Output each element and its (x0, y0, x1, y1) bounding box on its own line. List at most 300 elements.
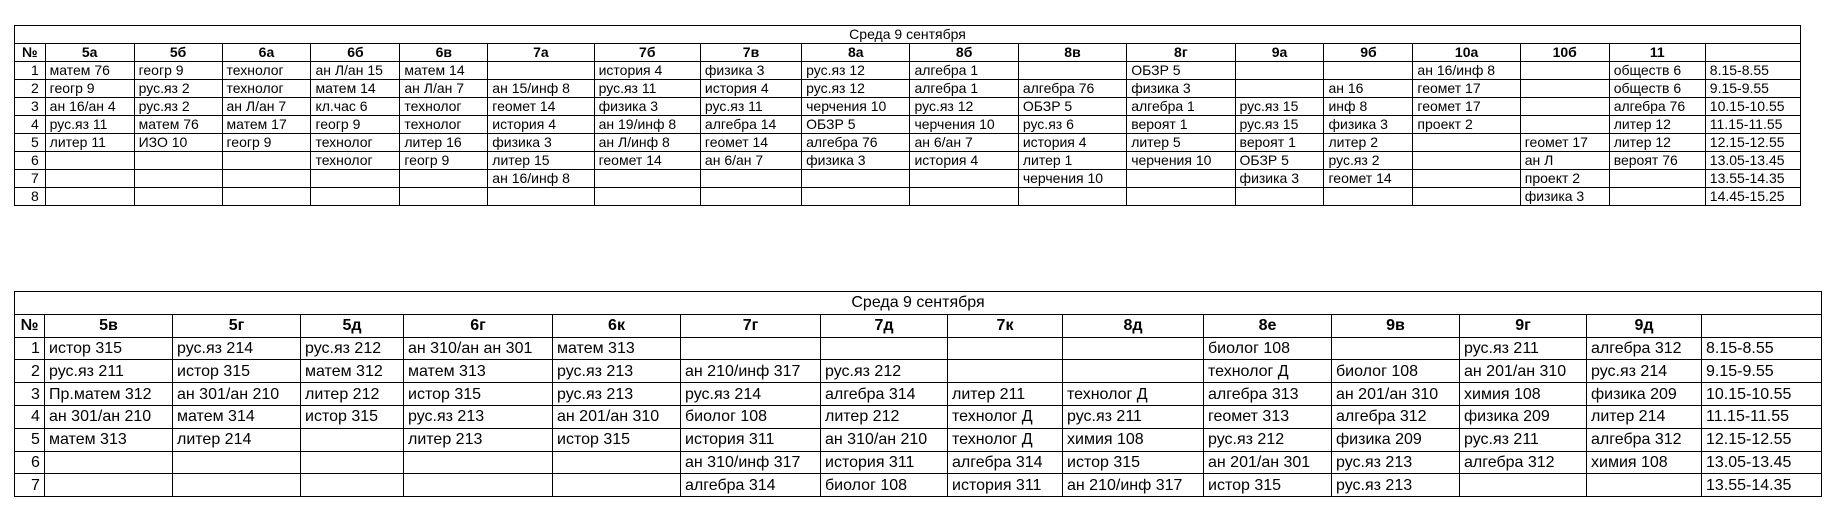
lesson-cell: рус.яз 12 (910, 98, 1018, 116)
class-header: 9а (1235, 44, 1324, 62)
lesson-cell: технолог Д (948, 405, 1063, 428)
lesson-cell: истор 315 (173, 360, 301, 383)
lesson-cell: алгебра 1 (910, 62, 1018, 80)
class-header: 8г (1127, 44, 1235, 62)
table-row (15, 80, 1801, 98)
lesson-number: 1 (15, 337, 45, 360)
lesson-cell: рус.яз 211 (1063, 405, 1204, 428)
lesson-cell (1609, 188, 1705, 206)
lesson-cell: алгебра 76 (1609, 98, 1705, 116)
lesson-number: 3 (15, 98, 46, 116)
lesson-cell: инф 8 (1324, 98, 1413, 116)
lesson-cell: биолог 108 (681, 405, 821, 428)
lesson-cell (1018, 62, 1126, 80)
lesson-cell: физика 3 (488, 134, 594, 152)
lesson-cell (1235, 62, 1324, 80)
lesson-cell (1413, 134, 1520, 152)
lesson-cell: геомет 313 (1204, 405, 1332, 428)
lesson-cell: литер 2 (1324, 134, 1413, 152)
lesson-cell: черчения 10 (1018, 170, 1126, 188)
lesson-number-header: № (15, 44, 46, 62)
lesson-time: 12.15-12.55 (1702, 428, 1822, 451)
lesson-cell: геомет 14 (488, 98, 594, 116)
lesson-cell: ан 19/инф 8 (594, 116, 700, 134)
lesson-cell: геогр 9 (400, 152, 488, 170)
lesson-cell: обществ 6 (1609, 80, 1705, 98)
lesson-cell (700, 188, 801, 206)
lesson-cell: ОБЗР 5 (1235, 152, 1324, 170)
title-row (15, 292, 1822, 315)
lesson-time: 11.15-11.55 (1702, 405, 1822, 428)
lesson-cell: физика 209 (1460, 405, 1587, 428)
lesson-cell (553, 451, 681, 474)
lesson-number: 4 (15, 116, 46, 134)
lesson-number: 7 (15, 170, 46, 188)
lesson-cell (222, 170, 311, 188)
lesson-cell: технолог (222, 80, 311, 98)
lesson-cell (700, 170, 801, 188)
lesson-cell: история 4 (488, 116, 594, 134)
class-header: 7в (700, 44, 801, 62)
lesson-time: 8.15-8.55 (1702, 337, 1822, 360)
lesson-cell (1127, 188, 1235, 206)
table-title: Среда 9 сентября (15, 26, 1801, 44)
lesson-cell: биолог 108 (821, 474, 948, 497)
lesson-cell: алгебра 14 (700, 116, 801, 134)
lesson-cell: алгебра 314 (948, 451, 1063, 474)
lesson-time: 13.55-14.35 (1702, 474, 1822, 497)
lesson-cell (404, 474, 553, 497)
lesson-cell: рус.яз 11 (45, 116, 134, 134)
lesson-cell (173, 451, 301, 474)
lesson-cell: химия 108 (1587, 451, 1702, 474)
lesson-cell: ан Л (1520, 152, 1609, 170)
lesson-cell: геомет 14 (594, 152, 700, 170)
table-row (15, 152, 1801, 170)
lesson-cell (821, 337, 948, 360)
lesson-cell: матем 14 (400, 62, 488, 80)
class-header: 8в (1018, 44, 1126, 62)
lesson-cell (1332, 337, 1460, 360)
lesson-time: 10.15-10.55 (1702, 383, 1822, 406)
lesson-time: 10.15-10.55 (1705, 98, 1800, 116)
header-row (15, 314, 1822, 337)
lesson-cell (1609, 170, 1705, 188)
class-header: 6г (404, 314, 553, 337)
lesson-cell: история 4 (1018, 134, 1126, 152)
lesson-cell: история 4 (910, 152, 1018, 170)
lesson-cell: алгебра 76 (1018, 80, 1126, 98)
class-header: 7г (681, 314, 821, 337)
lesson-cell (1520, 98, 1609, 116)
lesson-cell (45, 474, 173, 497)
lesson-number: 1 (15, 62, 46, 80)
lesson-cell (1063, 360, 1204, 383)
lesson-cell: ан 210/инф 317 (681, 360, 821, 383)
lesson-cell: алгебра 1 (910, 80, 1018, 98)
table-row (15, 337, 1822, 360)
lesson-cell: ИЗО 10 (134, 134, 222, 152)
lesson-cell (1520, 62, 1609, 80)
lesson-number: 5 (15, 134, 46, 152)
lesson-time: 12.15-12.55 (1705, 134, 1800, 152)
lesson-cell: ан 301/ан 210 (173, 383, 301, 406)
class-header: 5г (173, 314, 301, 337)
lesson-cell: литер 12 (1609, 116, 1705, 134)
lesson-cell: ан 201/ан 310 (1460, 360, 1587, 383)
lesson-cell: технолог (311, 152, 400, 170)
lesson-cell: проект 2 (1413, 116, 1520, 134)
lesson-time: 9.15-9.55 (1702, 360, 1822, 383)
lesson-cell: ан 301/ан 210 (45, 405, 173, 428)
lesson-cell (1520, 80, 1609, 98)
lesson-time: 9.15-9.55 (1705, 80, 1800, 98)
lesson-cell (910, 170, 1018, 188)
lesson-cell: рус.яз 213 (1332, 474, 1460, 497)
class-header: 9в (1332, 314, 1460, 337)
class-header: 7а (488, 44, 594, 62)
lesson-cell: ан 210/инф 317 (1063, 474, 1204, 497)
lesson-cell: технолог (311, 134, 400, 152)
lesson-cell: литер 12 (1609, 134, 1705, 152)
lesson-cell: матем 76 (134, 116, 222, 134)
lesson-cell: геогр 9 (45, 80, 134, 98)
lesson-cell: матем 17 (222, 116, 311, 134)
lesson-cell: рус.яз 12 (802, 80, 910, 98)
lesson-cell (910, 188, 1018, 206)
lesson-cell: физика 209 (1587, 383, 1702, 406)
lesson-cell (45, 188, 134, 206)
lesson-cell: матем 313 (45, 428, 173, 451)
lesson-cell: технолог (400, 98, 488, 116)
lesson-cell: матем 314 (173, 405, 301, 428)
lesson-cell: физика 3 (1235, 170, 1324, 188)
table-row (15, 134, 1801, 152)
lesson-cell: ан 201/ан 310 (1332, 383, 1460, 406)
table-row (15, 474, 1822, 497)
lesson-cell (45, 170, 134, 188)
lesson-cell (400, 188, 488, 206)
lesson-cell: история 4 (594, 62, 700, 80)
class-header: 10а (1413, 44, 1520, 62)
lesson-cell: технолог Д (1063, 383, 1204, 406)
lesson-cell: черчения 10 (910, 116, 1018, 134)
class-header (1705, 44, 1800, 62)
class-header: 5а (45, 44, 134, 62)
lesson-cell: биолог 108 (1204, 337, 1332, 360)
lesson-cell: история 311 (681, 428, 821, 451)
lesson-cell: физика 3 (802, 152, 910, 170)
lesson-cell: рус.яз 212 (1204, 428, 1332, 451)
lesson-number: 2 (15, 360, 45, 383)
lesson-cell: обществ 6 (1609, 62, 1705, 80)
lesson-cell (553, 474, 681, 497)
lesson-cell (948, 337, 1063, 360)
lesson-cell: матем 313 (553, 337, 681, 360)
lesson-cell: истор 315 (404, 383, 553, 406)
header-row (15, 44, 1801, 62)
class-header: 11 (1609, 44, 1705, 62)
lesson-cell: ОБЗР 5 (1018, 98, 1126, 116)
lesson-cell: алгебра 314 (821, 383, 948, 406)
lesson-cell: алгебра 312 (1460, 451, 1587, 474)
lesson-cell (594, 188, 700, 206)
lesson-cell (311, 188, 400, 206)
lesson-cell (1324, 188, 1413, 206)
lesson-cell: рус.яз 211 (1460, 428, 1587, 451)
lesson-cell: рус.яз 213 (404, 405, 553, 428)
class-header: 7б (594, 44, 700, 62)
lesson-number: 7 (15, 474, 45, 497)
lesson-time: 11.15-11.55 (1705, 116, 1800, 134)
lesson-cell: литер 15 (488, 152, 594, 170)
lesson-cell (301, 474, 404, 497)
lesson-cell (134, 170, 222, 188)
lesson-cell (1235, 188, 1324, 206)
lesson-cell: ан 16/инф 8 (1413, 62, 1520, 80)
class-header: 9б (1324, 44, 1413, 62)
table-row (15, 188, 1801, 206)
class-header: 10б (1520, 44, 1609, 62)
lesson-cell (1460, 474, 1587, 497)
class-header: 6б (311, 44, 400, 62)
lesson-cell: ан 15/инф 8 (488, 80, 594, 98)
lesson-cell (1413, 152, 1520, 170)
lesson-cell: рус.яз 11 (594, 80, 700, 98)
lesson-cell (1520, 116, 1609, 134)
lesson-cell: геомет 17 (1520, 134, 1609, 152)
lesson-cell: рус.яз 6 (1018, 116, 1126, 134)
lesson-cell: физика 3 (1127, 80, 1235, 98)
lesson-cell: истор 315 (1063, 451, 1204, 474)
lesson-cell: технолог Д (1204, 360, 1332, 383)
lesson-cell: алгебра 312 (1587, 428, 1702, 451)
class-header: 5д (301, 314, 404, 337)
lesson-cell: рус.яз 12 (802, 62, 910, 80)
lesson-cell: алгебра 1 (1127, 98, 1235, 116)
lesson-cell: рус.яз 212 (301, 337, 404, 360)
lesson-cell: литер 214 (1587, 405, 1702, 428)
lesson-cell: алгебра 313 (1204, 383, 1332, 406)
lesson-cell (222, 188, 311, 206)
lesson-cell: литер 5 (1127, 134, 1235, 152)
lesson-time: 13.05-13.45 (1705, 152, 1800, 170)
lesson-cell (311, 170, 400, 188)
lesson-cell: истор 315 (301, 405, 404, 428)
table-row (15, 360, 1822, 383)
lesson-cell: проект 2 (1520, 170, 1609, 188)
class-header: 5б (134, 44, 222, 62)
lesson-cell: литер 213 (404, 428, 553, 451)
lesson-cell: рус.яз 211 (45, 360, 173, 383)
class-header: 8б (910, 44, 1018, 62)
lesson-cell: литер 211 (948, 383, 1063, 406)
table-title: Среда 9 сентября (15, 292, 1822, 315)
lesson-cell: литер 1 (1018, 152, 1126, 170)
lesson-cell: литер 212 (821, 405, 948, 428)
lesson-cell: геомет 14 (1324, 170, 1413, 188)
lesson-cell (173, 474, 301, 497)
lesson-number: 2 (15, 80, 46, 98)
lesson-cell: рус.яз 212 (821, 360, 948, 383)
class-header: 6в (400, 44, 488, 62)
table-row (15, 116, 1801, 134)
lesson-cell: ОБЗР 5 (802, 116, 910, 134)
lesson-number: 4 (15, 405, 45, 428)
lesson-cell: черчения 10 (802, 98, 910, 116)
table-row (15, 383, 1822, 406)
lesson-cell: рус.яз 11 (700, 98, 801, 116)
lesson-cell: геомет 17 (1413, 98, 1520, 116)
lesson-cell: геогр 9 (311, 116, 400, 134)
class-header: 6а (222, 44, 311, 62)
lesson-cell: ОБЗР 5 (1127, 62, 1235, 80)
lesson-cell: ан 16/ан 4 (45, 98, 134, 116)
lesson-cell (488, 188, 594, 206)
lesson-cell (1413, 170, 1520, 188)
lesson-cell (301, 451, 404, 474)
lesson-cell: ан Л/ан 15 (311, 62, 400, 80)
lesson-time: 13.55-14.35 (1705, 170, 1800, 188)
lesson-cell: ан 201/ан 310 (553, 405, 681, 428)
lesson-cell: геомет 14 (700, 134, 801, 152)
lesson-cell: матем 312 (301, 360, 404, 383)
lesson-cell: матем 14 (311, 80, 400, 98)
class-header (1702, 314, 1822, 337)
lesson-cell (134, 188, 222, 206)
lesson-cell: вероят 1 (1127, 116, 1235, 134)
lesson-cell: ан 16/инф 8 (488, 170, 594, 188)
lesson-cell: рус.яз 213 (1332, 451, 1460, 474)
lesson-cell: ан Л/инф 8 (594, 134, 700, 152)
class-header: 9г (1460, 314, 1587, 337)
lesson-cell (134, 152, 222, 170)
lesson-cell (948, 360, 1063, 383)
lesson-cell (594, 170, 700, 188)
lesson-cell: рус.яз 15 (1235, 116, 1324, 134)
table-row (15, 428, 1822, 451)
lesson-time: 8.15-8.55 (1705, 62, 1800, 80)
lesson-number: 8 (15, 188, 46, 206)
lesson-cell: физика 3 (700, 62, 801, 80)
lesson-cell: истор 315 (1204, 474, 1332, 497)
lesson-cell: ан 6/ан 7 (700, 152, 801, 170)
class-header: 5в (45, 314, 173, 337)
lesson-cell: вероят 1 (1235, 134, 1324, 152)
lesson-cell: ан 310/инф 317 (681, 451, 821, 474)
lesson-cell: кл.час 6 (311, 98, 400, 116)
lesson-cell (1063, 337, 1204, 360)
lesson-cell: алгебра 314 (681, 474, 821, 497)
lesson-cell (222, 152, 311, 170)
schedule-table-2 (14, 291, 1822, 497)
lesson-cell (1413, 188, 1520, 206)
lesson-cell: литер 214 (173, 428, 301, 451)
lesson-cell: рус.яз 211 (1460, 337, 1587, 360)
lesson-cell (45, 451, 173, 474)
lesson-cell (1235, 80, 1324, 98)
lesson-cell: ан 16 (1324, 80, 1413, 98)
lesson-cell: вероят 76 (1609, 152, 1705, 170)
lesson-cell (301, 428, 404, 451)
lesson-cell: истор 315 (553, 428, 681, 451)
lesson-cell (1127, 170, 1235, 188)
lesson-cell: история 311 (821, 451, 948, 474)
lesson-cell: геогр 9 (134, 62, 222, 80)
table-row (15, 405, 1822, 428)
lesson-number: 3 (15, 383, 45, 406)
lesson-cell: физика 3 (1324, 116, 1413, 134)
lesson-cell: рус.яз 2 (1324, 152, 1413, 170)
class-header: 7к (948, 314, 1063, 337)
lesson-cell (400, 170, 488, 188)
lesson-cell: истор 315 (45, 337, 173, 360)
lesson-cell: технолог (222, 62, 311, 80)
class-header: 8а (802, 44, 910, 62)
class-header: 6к (553, 314, 681, 337)
lesson-cell: рус.яз 2 (134, 98, 222, 116)
lesson-cell (1018, 188, 1126, 206)
lesson-cell: рус.яз 15 (1235, 98, 1324, 116)
lesson-cell: рус.яз 2 (134, 80, 222, 98)
lesson-cell (404, 451, 553, 474)
lesson-cell: рус.яз 214 (173, 337, 301, 360)
lesson-cell: химия 108 (1063, 428, 1204, 451)
class-header: 8е (1204, 314, 1332, 337)
table-row (15, 62, 1801, 80)
lesson-time: 13.05-13.45 (1702, 451, 1822, 474)
lesson-cell (1324, 62, 1413, 80)
lesson-cell: Пр.матем 312 (45, 383, 173, 406)
lesson-cell: литер 11 (45, 134, 134, 152)
lesson-cell: ан 201/ан 301 (1204, 451, 1332, 474)
lesson-cell: матем 313 (404, 360, 553, 383)
lesson-cell (681, 337, 821, 360)
lesson-number-header: № (15, 314, 45, 337)
schedule-table-1 (14, 25, 1801, 206)
lesson-cell: алгебра 76 (802, 134, 910, 152)
lesson-cell: рус.яз 213 (553, 383, 681, 406)
lesson-cell: биолог 108 (1332, 360, 1460, 383)
class-header: 7д (821, 314, 948, 337)
lesson-cell: химия 108 (1460, 383, 1587, 406)
lesson-cell: рус.яз 213 (553, 360, 681, 383)
title-row (15, 26, 1801, 44)
lesson-cell: литер 212 (301, 383, 404, 406)
lesson-cell: алгебра 312 (1332, 405, 1460, 428)
lesson-cell: литер 16 (400, 134, 488, 152)
lesson-cell (1587, 474, 1702, 497)
lesson-cell (488, 62, 594, 80)
lesson-number: 5 (15, 428, 45, 451)
table-row (15, 451, 1822, 474)
table-row (15, 98, 1801, 116)
lesson-cell: технолог (400, 116, 488, 134)
lesson-cell: история 4 (700, 80, 801, 98)
lesson-cell: геогр 9 (222, 134, 311, 152)
lesson-cell: история 311 (948, 474, 1063, 497)
lesson-cell: рус.яз 214 (1587, 360, 1702, 383)
lesson-cell: геомет 17 (1413, 80, 1520, 98)
lesson-cell: физика 209 (1332, 428, 1460, 451)
class-header: 9д (1587, 314, 1702, 337)
lesson-cell: технолог Д (948, 428, 1063, 451)
lesson-cell (802, 188, 910, 206)
lesson-cell: рус.яз 214 (681, 383, 821, 406)
lesson-time: 14.45-15.25 (1705, 188, 1800, 206)
table-row (15, 170, 1801, 188)
lesson-cell: ан 6/ан 7 (910, 134, 1018, 152)
